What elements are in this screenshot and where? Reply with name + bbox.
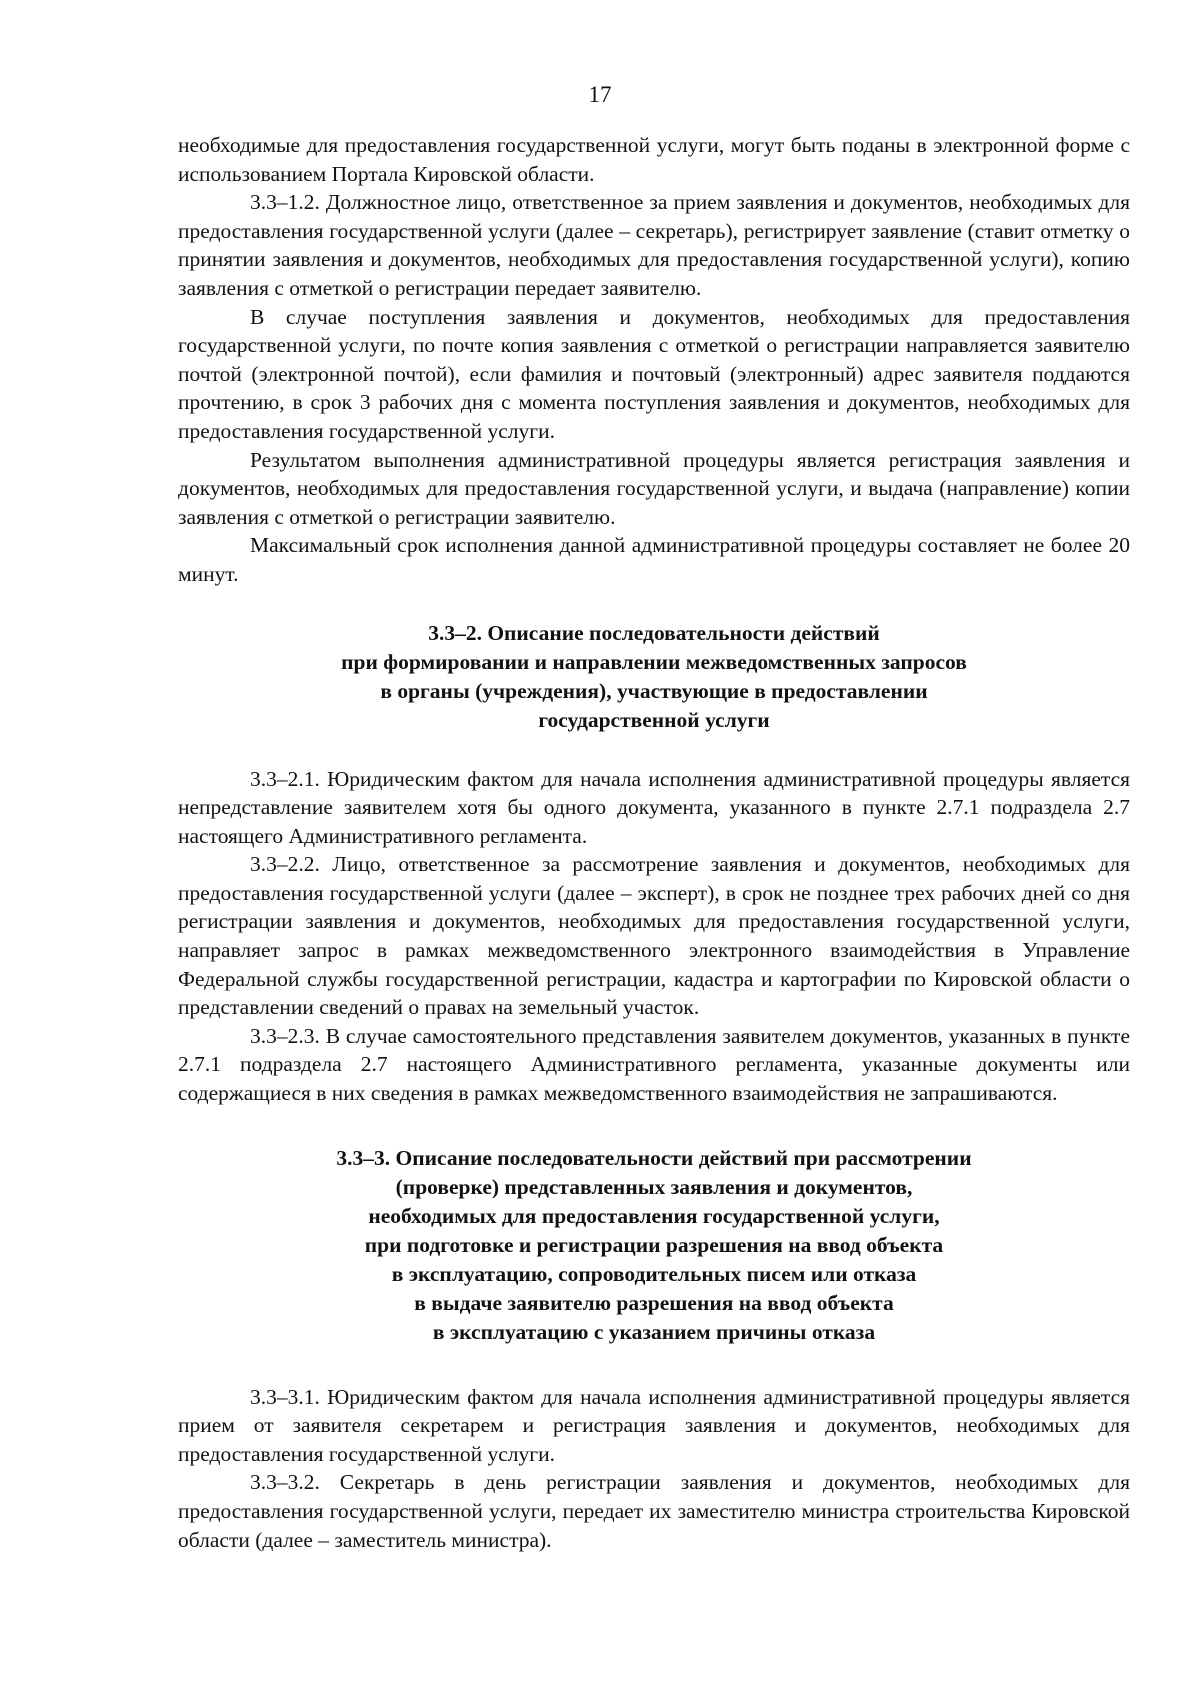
paragraph-3-3-1-2: 3.3–1.2. Должностное лицо, ответственное за прием заявления и документов, необходимых для предоставления государственной услуги (далее – секретарь), регистрирует заявление (ставит отметку о принятии заявления и документов, необходимых для предоставления государственной услуги), копию заявления с отметкой о регистрации передает заявителю.: [178, 190, 1130, 300]
heading-line: при подготовке и регистрации разрешения на ввод объекта: [364, 1232, 944, 1257]
section-heading-3-3-3: [178, 1144, 1130, 1347]
paragraph-3-3-2-2: 3.3–2.2. Лицо, ответственное за рассмотрение заявления и документов, необходимых для предоставления государственной услуги (далее – эксперт), в срок не позднее трех рабочих дней со дня регистрации заявления и документов, необходимых для предоставления государственной услуги, направляет запрос в рамках межведомственного электронного взаимодействия в Управление Федеральной службы государственной регистрации, кадастра и картографии по Кировской области о представлении сведений о правах на земельный участок.: [178, 852, 1130, 1020]
heading-line: государственной услуги: [538, 707, 770, 732]
heading-line: в эксплуатацию с указанием причины отказа: [432, 1319, 876, 1344]
paragraph-procedure-result: Результатом выполнения административной процедуры является регистрация заявления и документов, необходимых для предоставления государственной услуги, и выдача (направление) копии заявления с отметкой о регистрации заявителю.: [178, 447, 1130, 529]
paragraph-continuation: необходимые для предоставления государственной услуги, могут быть поданы в электронной форме с использованием Портала Кировской области.: [178, 133, 1130, 186]
heading-line: в эксплуатацию, сопроводительных писем или отказа: [391, 1261, 917, 1286]
heading-line: (проверке) представленных заявления и документов,: [395, 1174, 913, 1199]
paragraph-3-3-2-1: 3.3–2.1. Юридическим фактом для начала исполнения административной процедуры является непредставление заявителем хотя бы одного документа, указанного в пункте 2.7.1 подраздела 2.7 настоящего Административного регламента.: [178, 766, 1130, 848]
heading-line: 3.3–2. Описание последовательности действий: [428, 620, 880, 645]
paragraph-3-3-3-1: 3.3–3.1. Юридическим фактом для начала исполнения административной процедуры является прием от заявителя секретарем и регистрация заявления и документов, необходимых для предоставления государственной услуги.: [178, 1384, 1130, 1466]
heading-line: в органы (учреждения), участвующие в предоставлении: [380, 678, 928, 703]
paragraph-postal-submission: В случае поступления заявления и документов, необходимых для предоставления государственной услуги, по почте копия заявления с отметкой о регистрации направляется заявителю почтой (электронной почтой), если фамилия и почтовый (электронный) адрес заявителя поддаются прочтению, в срок 3 рабочих дня с момента поступления заявления и документов, необходимых для предоставления государственной услуги.: [178, 304, 1130, 443]
heading-line: необходимых для предоставления государственной услуги,: [368, 1203, 940, 1228]
section-heading-3-3-2: [178, 619, 1130, 735]
heading-line: в выдаче заявителю разрешения на ввод объекта: [414, 1290, 894, 1315]
paragraph-3-3-2-3: 3.3–2.3. В случае самостоятельного представления заявителем документов, указанных в пункте 2.7.1 подраздела 2.7 настоящего Административного регламента, указанные документы или содержащиеся в них сведения в рамках межведомственного взаимодействия не запрашиваются.: [178, 1023, 1130, 1106]
page-number: 17: [588, 82, 612, 107]
document-body: [178, 131, 1130, 1554]
paragraph-max-duration: Максимальный срок исполнения данной административной процедуры составляет не более 20 минут.: [178, 533, 1130, 586]
heading-line: при формировании и направлении межведомственных запросов: [341, 649, 967, 674]
paragraph-3-3-3-2: 3.3–3.2. Секретарь в день регистрации заявления и документов, необходимых для предоставления государственной услуги, передает их заместителю министра строительства Кировской области (далее – заместитель министра).: [178, 1470, 1130, 1552]
heading-line: 3.3–3. Описание последовательности действий при рассмотрении: [336, 1145, 972, 1170]
